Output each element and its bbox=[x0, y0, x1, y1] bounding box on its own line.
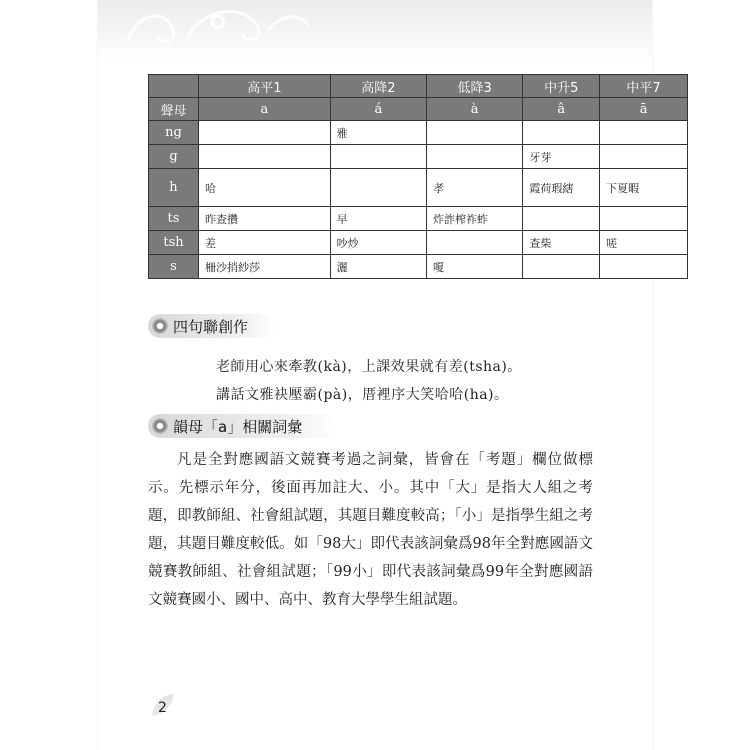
tone-header-row bbox=[149, 75, 688, 98]
table-cell: 灑 bbox=[330, 255, 426, 279]
header-decoration bbox=[98, 0, 652, 60]
table-cell: 霞荷瑕縖 bbox=[523, 169, 600, 207]
tone-mark-row bbox=[149, 98, 688, 121]
table-cell bbox=[427, 145, 523, 169]
tone-header: 中升5 bbox=[523, 75, 600, 98]
table-cell: 吵炒 bbox=[330, 231, 426, 255]
table-cell: 嗄 bbox=[427, 255, 523, 279]
table-cell bbox=[330, 145, 426, 169]
table-cell bbox=[600, 145, 688, 169]
table-row bbox=[149, 207, 688, 231]
table-cell: 昨查攢 bbox=[198, 207, 330, 231]
poem-line-2: 講話文雅袂壓霸(pà)，厝裡序大笑哈哈(ha)。 bbox=[216, 387, 509, 403]
flower-bullet-icon bbox=[152, 418, 168, 434]
tone-mark: à bbox=[427, 98, 523, 121]
table-cell bbox=[600, 255, 688, 279]
tone-header: 低降3 bbox=[427, 75, 523, 98]
table-row bbox=[149, 121, 688, 145]
initial-cell: h bbox=[149, 169, 199, 207]
table-cell: 孝 bbox=[427, 169, 523, 207]
tone-mark: á bbox=[330, 98, 426, 121]
paragraph-text: 凡是全對應國語文競賽考過之詞彙，皆會在「考題」欄位做標示。先標示年分，後面再加註大、小。其中「大」是指大人組之考題，即教師組、社會組試題，其題目難度較高；「小」是指學生組之考題，其題目難度較低。如「98大」即代表該詞彙爲98年全對應國語文競賽教師組、社會組試題；「99小」即代表該詞彙爲99年全對應國語文競賽國小、國中、高中、教育大學學生組試題。 bbox=[148, 452, 593, 608]
document-page bbox=[98, 0, 661, 750]
table-cell bbox=[523, 207, 600, 231]
table-cell: 雅 bbox=[330, 121, 426, 145]
table-row bbox=[149, 231, 688, 255]
tone-mark: a bbox=[198, 98, 330, 121]
table-cell bbox=[600, 207, 688, 231]
tone-mark: ā bbox=[600, 98, 688, 121]
initial-cell: tsh bbox=[149, 231, 199, 255]
swirl-ornament-icon bbox=[98, 0, 652, 60]
initial-cell: ts bbox=[149, 207, 199, 231]
table-cell bbox=[198, 145, 330, 169]
tone-header: 高降2 bbox=[330, 75, 426, 98]
tone-header: 中平7 bbox=[600, 75, 688, 98]
table-cell bbox=[600, 121, 688, 145]
initial-cell: s bbox=[149, 255, 199, 279]
corner-cell bbox=[149, 75, 199, 98]
table-row bbox=[149, 255, 688, 279]
table-cell: 牙芽 bbox=[523, 145, 600, 169]
table-cell: 早 bbox=[330, 207, 426, 231]
table-row bbox=[149, 145, 688, 169]
table-cell: 柵沙捎紗莎 bbox=[198, 255, 330, 279]
section-heading-poem bbox=[148, 314, 276, 338]
page-number: 2 bbox=[158, 700, 167, 716]
table-cell: 差 bbox=[198, 231, 330, 255]
table-cell bbox=[523, 255, 600, 279]
table-cell bbox=[330, 169, 426, 207]
body-paragraph bbox=[148, 446, 593, 614]
poem-line-1: 老師用心來牽教(kà)，上課效果就有差(tsha)。 bbox=[216, 359, 522, 375]
table-cell bbox=[523, 121, 600, 145]
section-title: 四句聯創作 bbox=[173, 317, 249, 336]
table-cell: 查柴 bbox=[523, 231, 600, 255]
table-cell: 炸詐榨祚蚱 bbox=[427, 207, 523, 231]
tone-mark: â bbox=[523, 98, 600, 121]
table-cell bbox=[427, 121, 523, 145]
table-cell: 哈 bbox=[198, 169, 330, 207]
flower-bullet-icon bbox=[152, 318, 168, 334]
initial-cell: ng bbox=[149, 121, 199, 145]
section-heading-vocab bbox=[148, 414, 338, 438]
section-title: 韻母「a」相關詞彙 bbox=[173, 417, 303, 436]
tone-header: 高平1 bbox=[198, 75, 330, 98]
tone-table bbox=[148, 74, 688, 279]
subheader-label: 聲母 bbox=[149, 98, 199, 121]
table-cell bbox=[427, 231, 523, 255]
table-row bbox=[149, 169, 688, 207]
table-cell bbox=[198, 121, 330, 145]
initial-cell: g bbox=[149, 145, 199, 169]
table-cell: 下夏暇 bbox=[600, 169, 688, 207]
table-cell: 嗟 bbox=[600, 231, 688, 255]
